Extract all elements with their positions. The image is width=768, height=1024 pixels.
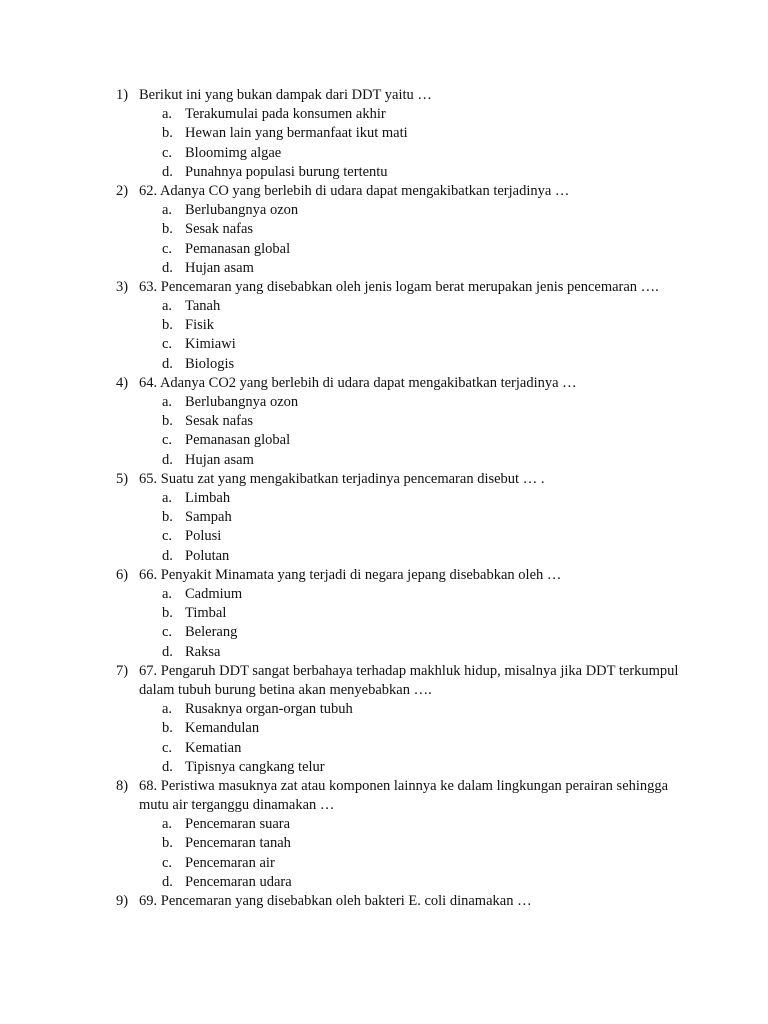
option-letter: a. <box>162 585 173 602</box>
question-text: 62. Adanya CO yang berlebih di udara dapat mengakibatkan terjadinya … <box>139 182 570 199</box>
question-number: 4) <box>116 374 129 391</box>
option-text: Pencemaran air <box>185 854 275 871</box>
option-letter: b. <box>162 509 173 526</box>
question-4 <box>0 374 768 470</box>
question-9 <box>0 892 768 911</box>
question-stem <box>0 777 768 815</box>
question-number: 8) <box>116 777 129 794</box>
option-text: Pemanasan global <box>185 240 291 257</box>
option-text: Hujan asam <box>185 259 254 276</box>
option-text: Timbal <box>185 605 227 622</box>
option-a <box>0 585 768 604</box>
option-d <box>0 758 768 777</box>
option-letter: c. <box>162 144 173 161</box>
option-letter: b. <box>162 605 173 622</box>
question-text: 67. Pengaruh DDT sangat berbahaya terhadap makhluk hidup, misalnya jika DDT terkumpul dalam tubuh burung betina akan menyebabkan …. <box>139 662 679 698</box>
option-text: Raksa <box>185 643 221 660</box>
option-b <box>0 220 768 239</box>
option-letter: c. <box>162 432 173 449</box>
option-b <box>0 508 768 527</box>
question-6 <box>0 566 768 662</box>
option-text: Sesak nafas <box>185 413 254 430</box>
question-text: 65. Suatu zat yang mengakibatkan terjadinya pencemaran disebut … . <box>139 470 545 487</box>
option-text: Cadmium <box>185 585 243 602</box>
question-number: 9) <box>116 893 129 910</box>
question-stem <box>0 470 768 489</box>
option-text: Punahnya populasi burung tertentu <box>185 163 388 180</box>
option-letter: a. <box>162 106 173 123</box>
option-text: Bloomimg algae <box>185 144 282 161</box>
option-d <box>0 163 768 182</box>
question-stem <box>0 892 768 911</box>
question-text: Berikut ini yang bukan dampak dari DDT yaitu … <box>139 87 432 103</box>
option-d <box>0 873 768 892</box>
option-b <box>0 412 768 431</box>
option-text: Pencemaran suara <box>185 816 291 833</box>
option-b <box>0 719 768 738</box>
option-text: Belerang <box>185 624 238 641</box>
question-number: 6) <box>116 566 129 583</box>
option-b <box>0 834 768 853</box>
question-8 <box>0 777 768 892</box>
option-text: Kemandulan <box>185 720 260 737</box>
option-c <box>0 527 768 546</box>
option-letter: c. <box>162 739 173 756</box>
option-letter: c. <box>162 624 173 641</box>
option-c <box>0 240 768 259</box>
option-a <box>0 393 768 412</box>
option-letter: b. <box>162 835 173 852</box>
option-letter: a. <box>162 490 173 507</box>
option-text: Biologis <box>185 355 235 372</box>
question-text: 66. Penyakit Minamata yang terjadi di negara jepang disebabkan oleh … <box>139 566 562 583</box>
option-letter: c. <box>162 528 173 545</box>
question-3 <box>0 278 768 374</box>
option-d <box>0 451 768 470</box>
option-text: Sesak nafas <box>185 221 254 238</box>
option-letter: a. <box>162 701 173 718</box>
option-text: Pencemaran udara <box>185 873 292 890</box>
option-letter: a. <box>162 394 173 411</box>
option-a <box>0 489 768 508</box>
option-text: Kematian <box>185 739 242 756</box>
option-a <box>0 815 768 834</box>
question-7 <box>0 662 768 777</box>
option-text: Hewan lain yang bermanfaat ikut mati <box>185 125 408 142</box>
option-text: Tipisnya cangkang telur <box>185 758 325 775</box>
option-letter: b. <box>162 221 173 238</box>
option-letter: c. <box>162 854 173 871</box>
option-a <box>0 105 768 124</box>
option-b <box>0 604 768 623</box>
option-letter: d. <box>162 873 173 890</box>
option-letter: d. <box>162 643 173 660</box>
option-text: Berlubangnya ozon <box>185 202 299 219</box>
option-b <box>0 124 768 143</box>
option-text: Polutan <box>185 547 230 564</box>
option-a <box>0 700 768 719</box>
question-number: 5) <box>116 470 129 487</box>
question-list <box>0 86 768 911</box>
question-number: 1) <box>116 87 129 103</box>
option-letter: d. <box>162 758 173 775</box>
option-d <box>0 547 768 566</box>
option-letter: d. <box>162 355 173 372</box>
option-text: Rusaknya organ-organ tubuh <box>185 701 353 718</box>
option-text: Polusi <box>185 528 222 545</box>
option-d <box>0 259 768 278</box>
option-letter: a. <box>162 202 173 219</box>
question-5 <box>0 470 768 566</box>
question-stem <box>0 662 768 700</box>
option-text: Berlubangnya ozon <box>185 394 299 411</box>
question-stem <box>0 182 768 201</box>
option-text: Kimiawi <box>185 336 236 353</box>
option-letter: a. <box>162 816 173 833</box>
option-text: Pencemaran tanah <box>185 835 291 852</box>
option-text: Sampah <box>185 509 232 526</box>
question-number: 2) <box>116 182 129 199</box>
question-stem <box>0 278 768 297</box>
option-text: Terakumulai pada konsumen akhir <box>185 106 386 123</box>
option-letter: b. <box>162 720 173 737</box>
option-letter: d. <box>162 259 173 276</box>
option-text: Tanah <box>185 298 221 315</box>
option-letter: d. <box>162 547 173 564</box>
option-letter: b. <box>162 125 173 142</box>
option-letter: d. <box>162 451 173 468</box>
question-1 <box>0 86 768 182</box>
question-text: 68. Peristiwa masuknya zat atau komponen lainnya ke dalam lingkungan perairan sehingga mutu air terganggu dinamakan … <box>139 777 669 814</box>
question-text: 69. Pencemaran yang disebabkan oleh bakteri E. coli dinamakan … <box>139 893 532 910</box>
option-letter: c. <box>162 336 173 353</box>
option-d <box>0 355 768 374</box>
option-letter: c. <box>162 240 173 257</box>
option-c <box>0 739 768 758</box>
option-a <box>0 201 768 220</box>
question-text: 64. Adanya CO2 yang berlebih di udara dapat mengakibatkan terjadinya … <box>139 374 577 391</box>
option-c <box>0 335 768 354</box>
option-c <box>0 431 768 450</box>
option-a <box>0 297 768 316</box>
option-c <box>0 623 768 642</box>
option-text: Fisik <box>185 317 215 334</box>
question-stem <box>0 566 768 585</box>
option-b <box>0 316 768 335</box>
question-2 <box>0 182 768 278</box>
option-c <box>0 854 768 873</box>
option-text: Pemanasan global <box>185 432 291 449</box>
question-number: 7) <box>116 662 129 679</box>
option-c <box>0 144 768 163</box>
question-stem <box>0 374 768 393</box>
option-letter: b. <box>162 317 173 334</box>
option-letter: d. <box>162 163 173 180</box>
option-text: Limbah <box>185 490 231 507</box>
question-number: 3) <box>116 278 129 295</box>
option-d <box>0 643 768 662</box>
question-text: 63. Pencemaran yang disebabkan oleh jenis logam berat merupakan jenis pencemaran …. <box>139 278 659 295</box>
option-letter: a. <box>162 298 173 315</box>
question-stem <box>0 86 768 105</box>
option-letter: b. <box>162 413 173 430</box>
option-text: Hujan asam <box>185 451 254 468</box>
